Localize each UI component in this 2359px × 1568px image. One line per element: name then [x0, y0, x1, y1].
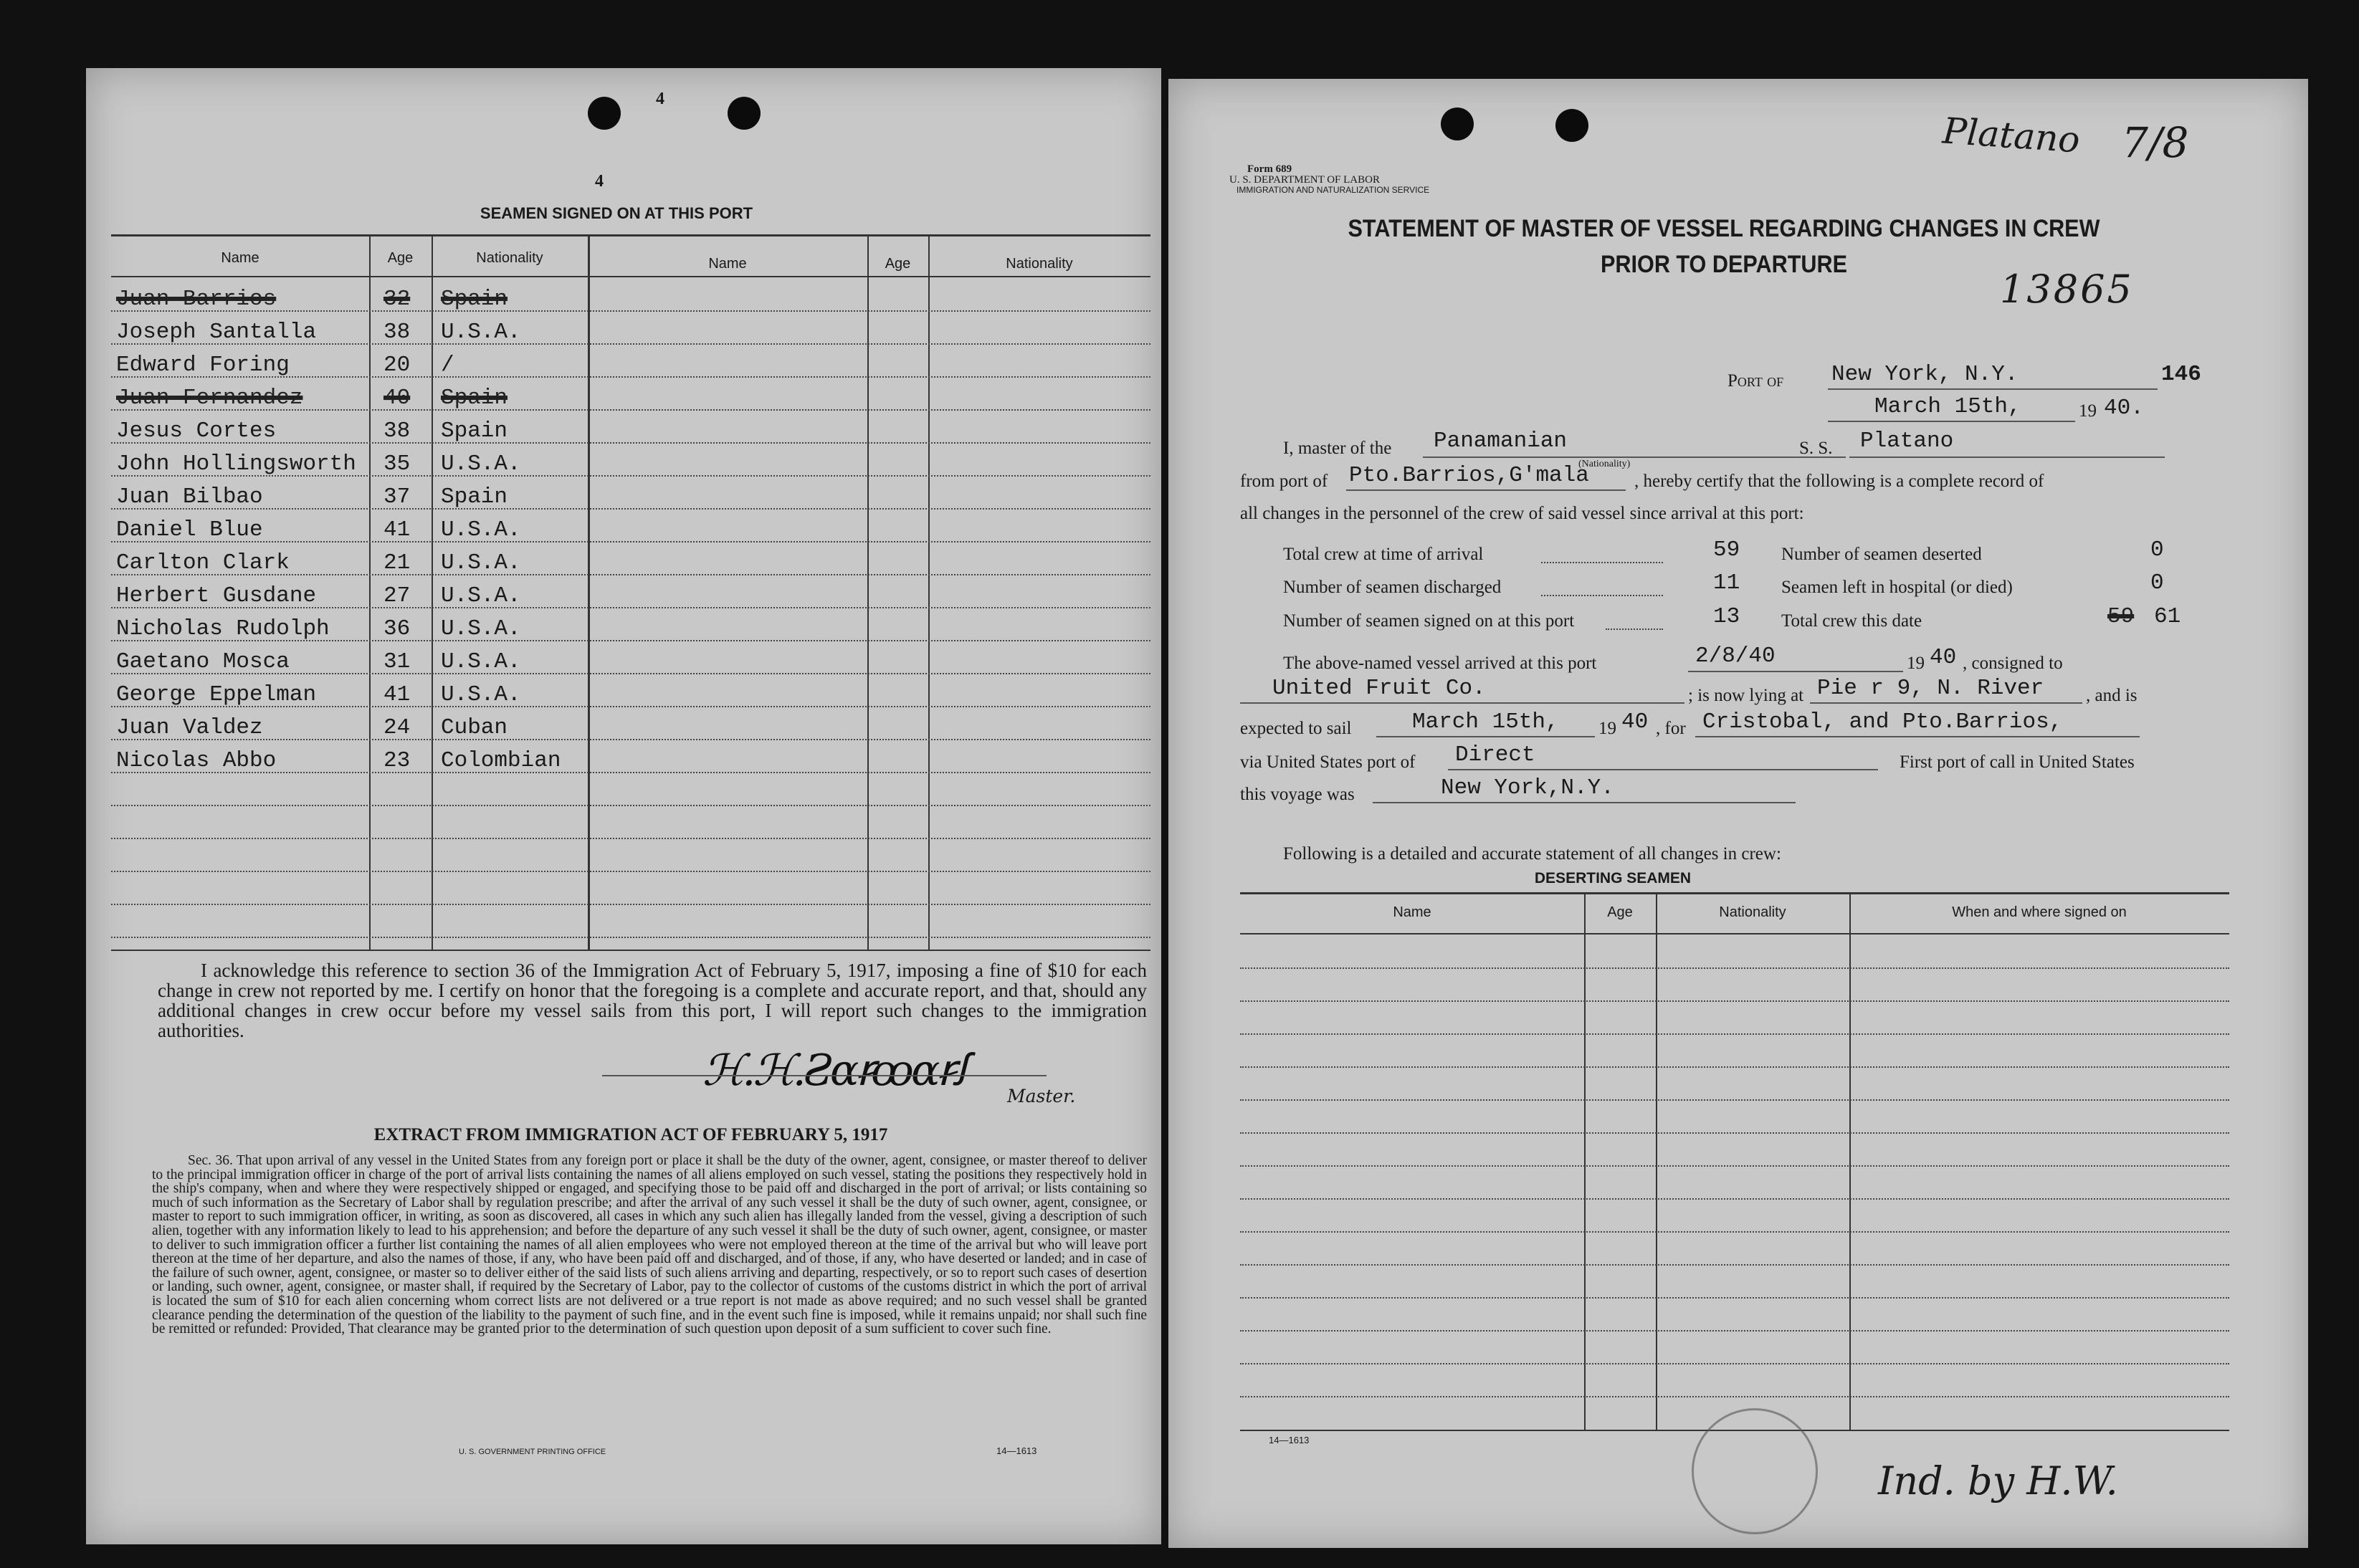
stat-value: 59 [1713, 537, 1740, 563]
seaman-age: 23 [383, 748, 411, 773]
printing-office: U. S. GOVERNMENT PRINTING OFFICE [459, 1448, 606, 1456]
seaman-nationality: U.S.A. [441, 550, 521, 575]
port-line [1828, 388, 2158, 390]
row-line [111, 442, 1150, 444]
stat-right-value: 0 [2150, 537, 2164, 563]
seaman-nationality: Colombian [441, 748, 561, 773]
page-number: 4 [595, 172, 604, 191]
desert-row-line [1240, 1330, 2229, 1332]
row-line [111, 574, 1150, 575]
stat-label: Total crew at time of arrival [1283, 545, 1484, 564]
desert-row-line [1240, 1033, 2229, 1035]
col-divider [867, 234, 869, 951]
row-line [111, 607, 1150, 608]
seaman-nationality: / [441, 353, 454, 378]
desert-col-divider [1849, 892, 1851, 1431]
row-line [111, 904, 1150, 905]
seaman-name: George Eppelman [116, 682, 317, 707]
seaman-name: Edward Foring [116, 353, 290, 378]
desert-col-divider [1656, 892, 1657, 1431]
voyage-value: New York,N.Y. [1441, 775, 1614, 800]
stat-dots [1541, 595, 1663, 596]
left-page [86, 68, 1161, 1544]
stat-label: Number of seamen signed on at this port [1283, 611, 1575, 631]
seaman-nationality: Spain [441, 484, 508, 510]
lying-line [1810, 702, 2082, 704]
seaman-name: Juan Fernandez [116, 386, 303, 411]
handwritten-number: 13865 [2000, 267, 2134, 312]
seaman-age: 36 [383, 616, 411, 641]
seaman-nationality: U.S.A. [441, 451, 521, 477]
row-line [111, 409, 1150, 411]
form-title: STATEMENT OF MASTER OF VESSEL REGARDING CHANGES IN CREW [1348, 215, 2100, 242]
row-line [111, 376, 1150, 378]
port-label: Port of [1727, 371, 1784, 391]
seaman-nationality: U.S.A. [441, 517, 521, 542]
desert-row-line [1240, 1000, 2229, 1002]
row-line [111, 343, 1150, 345]
arrived-label: The above-named vessel arrived at this port [1283, 654, 1597, 673]
row-line [111, 673, 1150, 674]
row-line [111, 937, 1150, 938]
via-line [1448, 769, 1878, 770]
seaman-age: 20 [383, 353, 411, 378]
seaman-name: Nicolas Abbo [116, 748, 277, 773]
vessel-line [1849, 456, 2165, 458]
stat-right-label: Number of seamen deserted [1781, 545, 1982, 564]
desert-row-line [1240, 967, 2229, 969]
seaman-age: 41 [383, 517, 411, 542]
expected-year: 40 [1621, 709, 1649, 735]
desert-header-age: Age [1607, 904, 1633, 920]
seaman-nationality: U.S.A. [441, 682, 521, 707]
for-label: , for [1656, 719, 1686, 738]
following-text: Following is a detailed and accurate statement of all changes in crew: [1283, 844, 1781, 864]
lying-value: Pie r 9, N. River [1817, 676, 2044, 701]
row-line [111, 805, 1150, 806]
stat-right-value: 0 [2150, 570, 2164, 596]
col-divider [369, 234, 371, 951]
desert-row-line [1240, 1165, 2229, 1167]
stat-right-label: Seamen left in hospital (or died) [1781, 578, 2013, 597]
seaman-age: 32 [383, 287, 411, 312]
service: IMMIGRATION AND NATURALIZATION SERVICE [1236, 185, 1430, 195]
seaman-nationality: U.S.A. [441, 320, 521, 345]
voyage-line [1373, 802, 1796, 803]
seaman-nationality: U.S.A. [441, 649, 521, 674]
acknowledgement: I acknowledge this reference to section 36 of the Immigration Act of February 5, 1917, imposing a fine of $10 for each change in crew not reported by me. I certify on honor that the foregoing is a complete and accurate report, and that, should any additional changes in crew occur before my vessel sails from this port, I will report such changes to the immigration authorities. [158, 960, 1147, 1041]
header-age: Age [387, 250, 414, 266]
stat-dots [1541, 562, 1663, 563]
desert-row-line [1240, 1198, 2229, 1200]
header-nationality-2: Nationality [1006, 256, 1073, 272]
deserting-title: DESERTING SEAMEN [1534, 870, 1692, 886]
port-value: New York, N.Y. [1831, 362, 2019, 387]
arrived-year-prefix: 19 [1907, 654, 1925, 673]
expected-line [1376, 736, 1595, 737]
col-divider [432, 234, 433, 951]
stat-value: 13 [1713, 604, 1740, 629]
form-code-right: 14—1613 [1269, 1435, 1310, 1445]
via-value: Direct [1455, 742, 1535, 768]
seaman-age: 31 [383, 649, 411, 674]
desert-header-when: When and where signed on [1952, 904, 2127, 920]
seaman-nationality: Spain [441, 386, 508, 411]
seaman-name: Nicholas Rudolph [116, 616, 330, 641]
year-prefix: 19 [2079, 401, 2097, 421]
consignee-value: United Fruit Co. [1272, 676, 1486, 701]
nationality-line [1423, 456, 1846, 458]
desert-top-rule [1240, 892, 2229, 894]
col-divider [928, 234, 930, 951]
punch-hole [728, 97, 761, 130]
punch-hole [588, 97, 621, 130]
header-nationality: Nationality [476, 250, 543, 266]
row-line [111, 541, 1150, 542]
header-age-2: Age [885, 256, 911, 272]
nationality-value: Panamanian [1434, 429, 1568, 454]
seaman-name: Carlton Clark [116, 550, 290, 575]
expected-label: expected to sail [1240, 719, 1352, 738]
from-port-label: from port of [1240, 472, 1328, 491]
handwritten-ship: Platano [1941, 110, 2082, 161]
form-code-left: 14—1613 [996, 1445, 1037, 1456]
first-port-label: First port of call in United States [1900, 752, 2135, 772]
seaman-name: John Hollingsworth [116, 451, 356, 477]
port-number: 146 [2161, 362, 2201, 387]
desert-row-line [1240, 1066, 2229, 1068]
desert-row-line [1240, 1264, 2229, 1266]
row-line [111, 475, 1150, 477]
seaman-name: Daniel Blue [116, 517, 263, 542]
row-line [111, 739, 1150, 740]
desert-row-line [1240, 1099, 2229, 1101]
certify-text: , hereby certify that the following is a complete record of [1634, 472, 2044, 491]
desert-row-line [1240, 1297, 2229, 1299]
desert-col-divider [1584, 892, 1586, 1431]
table-bottom-rule [111, 950, 1150, 951]
stat-right-label: Total crew this date [1781, 611, 1922, 631]
master-label: Master. [1007, 1086, 1076, 1106]
seaman-name: Joseph Santalla [116, 320, 317, 345]
extract-title: EXTRACT FROM IMMIGRATION ACT OF FEBRUARY 5, 1917 [373, 1125, 888, 1144]
header-name-2: Name [708, 256, 747, 272]
seaman-age: 24 [383, 715, 411, 740]
seaman-age: 38 [383, 419, 411, 444]
expected-year-prefix: 19 [1598, 719, 1616, 738]
seaman-name: Juan Valdez [116, 715, 263, 740]
form-number: Form 689 [1247, 163, 1292, 175]
stat-label: Number of seamen discharged [1283, 578, 1502, 597]
table-header-rule [111, 276, 1150, 277]
stat-right-value: 61 [2154, 604, 2181, 629]
row-line [111, 310, 1150, 312]
seaman-name: Juan Barrios [116, 287, 277, 312]
date-value: March 15th, [1874, 394, 2021, 419]
voyage-label: this voyage was [1240, 785, 1355, 804]
handwritten-bottom: Ind. by H.W. [1878, 1458, 2118, 1504]
via-label: via United States port of [1240, 752, 1416, 772]
seaman-name: Jesus Cortes [116, 419, 277, 444]
header-name: Name [221, 250, 259, 266]
right-page [1168, 79, 2308, 1548]
col-divider [588, 234, 590, 951]
table-top-rule [111, 234, 1150, 236]
punch-hole [1441, 107, 1474, 140]
signature-line [602, 1075, 1047, 1076]
consignee-line [1240, 702, 1684, 704]
desert-header-nationality: Nationality [1719, 904, 1786, 920]
year-value: 40. [2104, 396, 2144, 421]
desert-header-rule [1240, 933, 2229, 934]
desert-row-line [1240, 1231, 2229, 1233]
and-is: , and is [2086, 686, 2138, 705]
seaman-age: 38 [383, 320, 411, 345]
arrived-line [1688, 671, 1903, 672]
master-label: I, master of the [1283, 439, 1392, 458]
row-line [111, 871, 1150, 872]
seaman-nationality: U.S.A. [441, 616, 521, 641]
row-line [111, 838, 1150, 839]
department: U. S. DEPARTMENT OF LABOR [1229, 174, 1380, 186]
desert-row-line [1240, 1396, 2229, 1397]
seaman-nationality: Cuban [441, 715, 508, 740]
stat-dots [1606, 628, 1663, 630]
ss-label: S. S. [1799, 439, 1833, 458]
seaman-nationality: Spain [441, 287, 508, 312]
from-port-value: Pto.Barrios,G'mala [1349, 463, 1589, 488]
handwritten-fraction: 7/8 [2122, 118, 2189, 167]
seaman-name: Gaetano Mosca [116, 649, 290, 674]
form-subtitle: PRIOR TO DEPARTURE [1601, 251, 1847, 278]
desert-row-line [1240, 1363, 2229, 1364]
row-line [111, 706, 1150, 707]
seaman-name: Juan Bilbao [116, 484, 263, 510]
for-value: Cristobal, and Pto.Barrios, [1702, 709, 2063, 735]
seaman-name: Herbert Gusdane [116, 583, 317, 608]
section-title: SEAMEN SIGNED ON AT THIS PORT [480, 204, 753, 222]
from-port-line [1346, 489, 1626, 491]
vessel-value: Platano [1860, 429, 1954, 454]
for-line [1695, 736, 2140, 737]
stat-struck-value: 59 [2107, 604, 2135, 629]
extract-text: Sec. 36. That upon arrival of any vessel in the United States from any foreign port or place it shall be the duty of the owner, agent, consignee, or master thereof to deliver to the principal immigration officer in charge of the port of arrival lists containing the names of all aliens employed on such vessel, stating the positions they respectively hold in the ship's company, when and where they were respectively shipped or engaged, and specifying those to be paid off and discharged in the port of arrival; or lists containing so much of such information as the Secretary of Labor shall by regulation prescribe; and after the arrival of any such vessel it shall be the duty of such owner, agent, consignee, or master to report to such immigration officer, in writing, as soon as discovered, all cases in which any such alien has illegally landed from the vessel, giving a description of such alien, together with any information likely to lead to his apprehension; and before the departure of any such vessel it shall be the duty of such owner, agent, consignee, or master to deliver to such immigration officer a further list containing the names of all alien employees who were not employed thereon at the time of the arrival but who will leave port thereon at the time of her departure, and also the names of those, if any, who have been paid off and discharged, and of those, if any, who have deserted or landed; and in case of the failure of such owner, agent, consignee, or master so to deliver either of the said lists of such aliens arriving and departing, respectively, or so to report such cases of desertion or landing, such owner, agent, consignee, or master shall, if required by the Secretary of Labor, pay to the collector of customs of the customs district in which the port of arrival is located the sum of $10 for each alien concerning whom correct lists are not delivered or a true report is not made as above required; and no such vessel shall be granted clearance pending the determination of the question of the liability to the payment of such fine, and in the event such fine is imposed, while it remains unpaid; nor shall such fine be remitted or refunded: Provided, That clearance may be granted prior to the determination of such question upon deposit of a sum sufficient to cover such fine. [152, 1153, 1147, 1337]
master-signature: ℋ.ℋ.Ƨɑꞧꝏɑꞧꭍ [702, 1046, 965, 1096]
seaman-age: 27 [383, 583, 411, 608]
arrived-year: 40 [1930, 645, 1957, 670]
consigned-label: , consigned to [1963, 654, 2063, 673]
seaman-age: 41 [383, 682, 411, 707]
arrived-value: 2/8/40 [1695, 644, 1776, 669]
lying-label: ; is now lying at [1688, 686, 1804, 705]
stat-value: 11 [1713, 570, 1740, 596]
official-stamp [1692, 1408, 1818, 1534]
date-line [1828, 421, 2075, 422]
seaman-age: 40 [383, 386, 411, 411]
seaman-age: 37 [383, 484, 411, 510]
seaman-age: 21 [383, 550, 411, 575]
row-line [111, 640, 1150, 641]
desert-row-line [1240, 1132, 2229, 1134]
seaman-nationality: U.S.A. [441, 583, 521, 608]
nationality-caption: (Nationality) [1578, 459, 1631, 469]
punch-hole [1555, 109, 1588, 142]
page-number-top: 4 [656, 90, 664, 108]
expected-value: March 15th, [1412, 709, 1559, 735]
desert-header-name: Name [1393, 904, 1431, 920]
row-line [111, 508, 1150, 510]
row-line [111, 772, 1150, 773]
line2-text: all changes in the personnel of the crew of said vessel since arrival at this port: [1240, 504, 1804, 523]
seaman-age: 35 [383, 451, 411, 477]
seaman-nationality: Spain [441, 419, 508, 444]
